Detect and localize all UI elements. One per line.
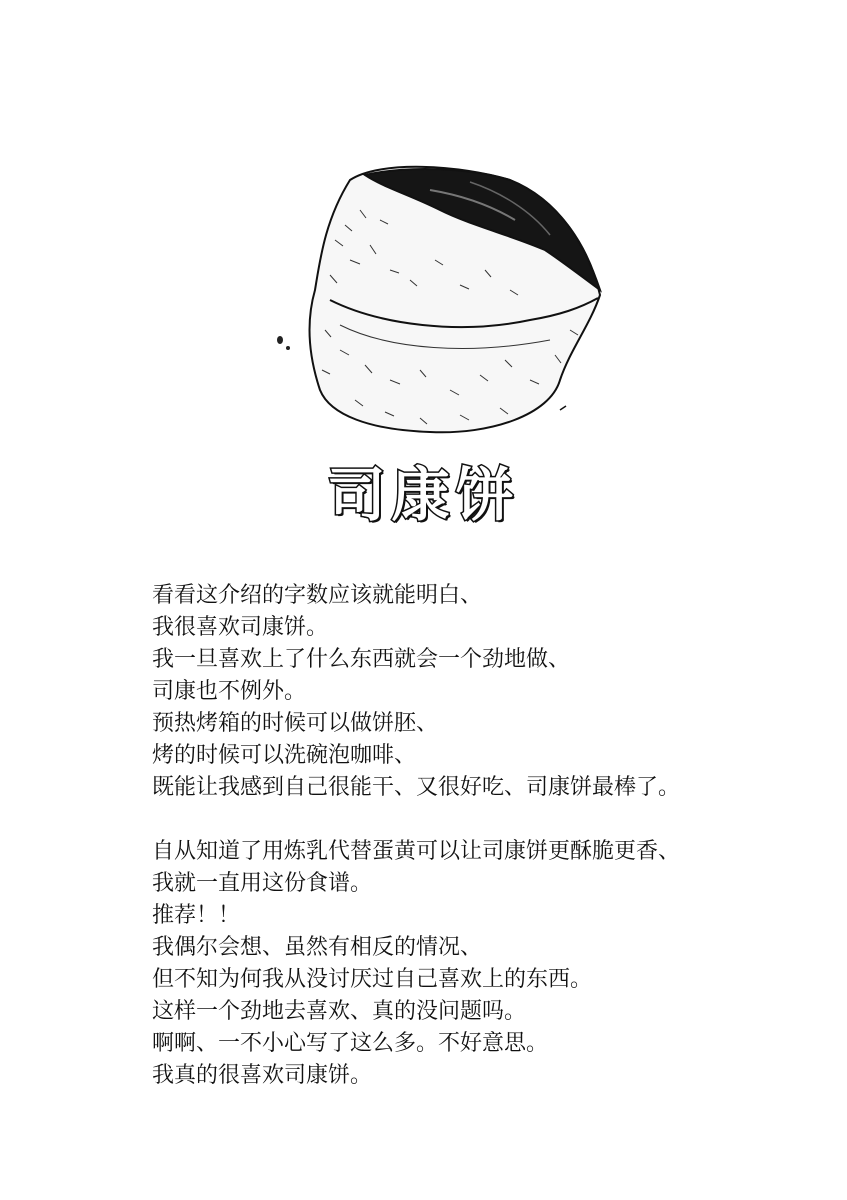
text-line: 看看这介绍的字数应该就能明白、 — [152, 583, 483, 608]
article-body — [152, 580, 812, 1092]
text-line: 预热烤箱的时候可以做饼胚、 — [152, 711, 439, 736]
paragraph-1 — [152, 580, 812, 804]
text-line: 我一旦喜欢上了什么东西就会一个劲地做、 — [152, 647, 571, 672]
text-line: 我偶尔会想、虽然有相反的情况、 — [152, 935, 483, 960]
text-line: 我真的很喜欢司康饼。 — [152, 1063, 373, 1088]
text-line: 推荐！！ — [152, 903, 241, 928]
paragraph-2 — [152, 836, 812, 1092]
text-line: 司康也不例外。 — [152, 679, 307, 704]
text-line: 啊啊、一不小心写了这么多。不好意思。 — [152, 1031, 549, 1056]
text-line: 既能让我感到自己很能干、又很好吃、司康饼最棒了。 — [152, 775, 681, 800]
text-line: 我就一直用这份食谱。 — [152, 871, 373, 896]
text-line: 这样一个劲地去喜欢、真的没问题吗。 — [152, 999, 527, 1024]
page-title: 司康饼 — [327, 461, 520, 529]
scone-illustration — [260, 150, 620, 450]
text-line: 自从知道了用炼乳代替蛋黄可以让司康饼更酥脆更香、 — [152, 839, 681, 864]
text-line: 我很喜欢司康饼。 — [152, 615, 329, 640]
text-line: 烤的时候可以洗碗泡咖啡、 — [152, 743, 417, 768]
text-line: 但不知为何我从没讨厌过自己喜欢上的东西。 — [152, 967, 593, 992]
